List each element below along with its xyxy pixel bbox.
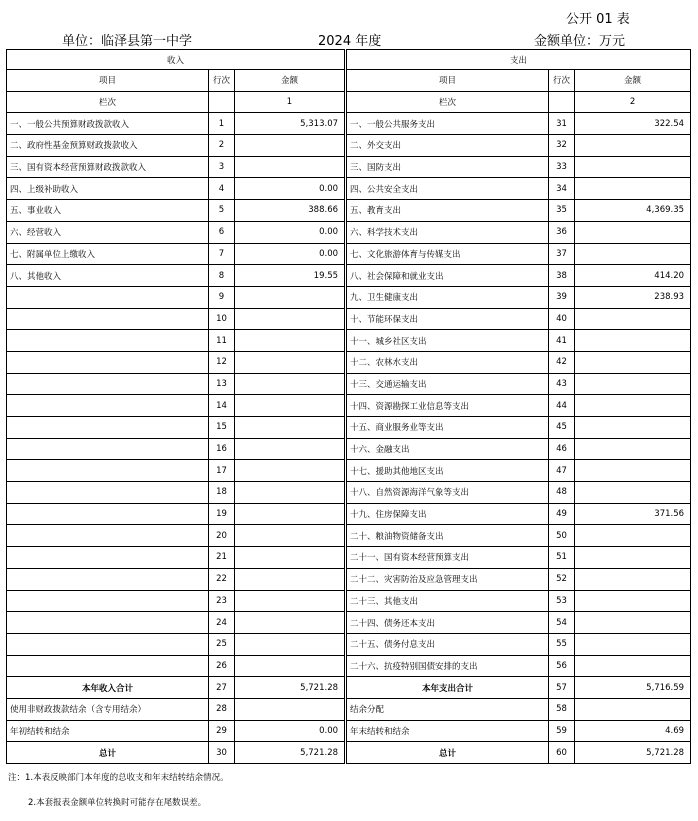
income-amount-cell [235,395,345,417]
income-item-cell: 本年收入合计 [7,677,209,699]
table-row [7,482,691,504]
expense-amount-cell: 4.69 [575,720,691,742]
table-row [7,742,691,764]
expense-row-number: 42 [549,351,575,373]
income-amount-cell: 0.00 [235,221,345,243]
expense-row-number: 37 [549,243,575,265]
income-item-cell [7,655,209,677]
expense-row-number: 48 [549,482,575,504]
expense-item-cell: 十二、农林水支出 [347,351,549,373]
expense-amount-cell [575,178,691,200]
income-item-cell [7,351,209,373]
table-row [7,243,691,265]
table-row [7,568,691,590]
income-item-cell [7,482,209,504]
expense-row-number: 43 [549,373,575,395]
expense-row-number: 58 [549,698,575,720]
expense-amount-cell [575,525,691,547]
income-item-cell [7,590,209,612]
income-row-number: 7 [209,243,235,265]
expense-row-number: 51 [549,547,575,569]
income-amount-cell [235,438,345,460]
expense-item-cell: 十六、金融支出 [347,438,549,460]
income-row-number: 28 [209,698,235,720]
expense-item-cell: 总计 [347,742,549,764]
expense-amount-cell [575,373,691,395]
note-2: 2.本套报表金额单位转换时可能存在尾数误差。 [28,798,207,808]
income-row-number: 3 [209,156,235,178]
income-row-number: 13 [209,373,235,395]
expense-amount-cell [575,221,691,243]
income-row-number: 11 [209,330,235,352]
income-row-number: 17 [209,460,235,482]
income-item-cell: 六、经营收入 [7,221,209,243]
expense-amount-cell: 414.20 [575,265,691,287]
income-amount-cell: 5,721.28 [235,677,345,699]
income-index-col: 1 [235,91,345,113]
expense-row-number: 55 [549,633,575,655]
income-item-cell: 总计 [7,742,209,764]
income-row-number: 8 [209,265,235,287]
expense-index-blank [549,91,575,113]
income-row-number: 24 [209,612,235,634]
income-item-cell [7,373,209,395]
table-row [7,308,691,330]
table-row [7,503,691,525]
expense-row-number: 46 [549,438,575,460]
income-row-number: 29 [209,720,235,742]
expense-item-cell: 二十三、其他支出 [347,590,549,612]
income-amount-cell [235,460,345,482]
budget-table [6,49,691,764]
expense-amount-cell: 5,721.28 [575,742,691,764]
table-row [7,698,691,720]
table-row [7,525,691,547]
expense-item-cell: 二十六、抗疫特别国债安排的支出 [347,655,549,677]
income-row-number: 5 [209,200,235,222]
expense-amount-cell [575,655,691,677]
expense-row-number: 38 [549,265,575,287]
expense-amount-cell [575,417,691,439]
expense-amount-cell [575,460,691,482]
table-row [7,395,691,417]
expense-amount-cell: 371.56 [575,503,691,525]
expense-item-cell: 十一、城乡社区支出 [347,330,549,352]
table-row [7,438,691,460]
income-amount-cell [235,547,345,569]
income-amount-cell [235,351,345,373]
income-item-header: 项目 [7,70,209,92]
expense-item-cell: 结余分配 [347,698,549,720]
income-amount-cell [235,655,345,677]
expense-item-cell: 二十、粮油物资储备支出 [347,525,549,547]
expense-item-cell: 十四、资源勘探工业信息等支出 [347,395,549,417]
expense-amount-cell [575,351,691,373]
expense-amount-cell: 5,716.59 [575,677,691,699]
expense-row-number: 50 [549,525,575,547]
expense-row-header: 行次 [549,70,575,92]
expense-row-number: 41 [549,330,575,352]
expense-index-col: 2 [575,91,691,113]
table-row [7,351,691,373]
unit-name: 单位：临泽县第一中学 [62,34,193,49]
table-row [7,135,691,157]
income-item-cell: 年初结转和结余 [7,720,209,742]
expense-row-number: 49 [549,503,575,525]
expense-row-number: 40 [549,308,575,330]
expense-item-cell: 三、国防支出 [347,156,549,178]
table-row [7,286,691,308]
table-row [7,113,691,135]
income-item-cell [7,330,209,352]
expense-row-number: 36 [549,221,575,243]
income-item-cell [7,633,209,655]
section-header-row [7,50,691,70]
income-row-number: 4 [209,178,235,200]
expense-amount-cell [575,698,691,720]
expense-item-cell: 五、教育支出 [347,200,549,222]
expense-amount-cell [575,330,691,352]
income-row-number: 25 [209,633,235,655]
income-item-cell [7,525,209,547]
expense-item-cell: 二十四、债务还本支出 [347,612,549,634]
income-amount-cell [235,482,345,504]
expense-item-cell: 七、文化旅游体育与传媒支出 [347,243,549,265]
income-index-label: 栏次 [7,91,209,113]
income-section-header: 收入 [7,50,345,70]
income-item-cell [7,460,209,482]
income-item-cell: 使用非财政拨款结余（含专用结余） [7,698,209,720]
income-amount-cell [235,373,345,395]
income-row-number: 22 [209,568,235,590]
fiscal-year: 2024 年度 [318,34,382,49]
income-item-cell: 七、附属单位上缴收入 [7,243,209,265]
income-row-number: 1 [209,113,235,135]
income-amount-cell: 0.00 [235,243,345,265]
income-amount-cell [235,135,345,157]
expense-item-cell: 九、卫生健康支出 [347,286,549,308]
expense-amount-cell [575,547,691,569]
income-row-number: 14 [209,395,235,417]
income-amount-cell [235,590,345,612]
table-row [7,330,691,352]
expense-item-cell: 六、科学技术支出 [347,221,549,243]
expense-item-cell: 四、公共安全支出 [347,178,549,200]
expense-row-number: 35 [549,200,575,222]
column-header-row [7,70,691,92]
form-code: 公开 01 表 [566,12,630,27]
expense-row-number: 34 [549,178,575,200]
income-row-number: 6 [209,221,235,243]
income-row-number: 9 [209,286,235,308]
income-item-cell [7,308,209,330]
expense-amount-cell [575,482,691,504]
expense-item-cell: 一、一般公共服务支出 [347,113,549,135]
income-item-cell [7,503,209,525]
expense-index-label: 栏次 [347,91,549,113]
income-row-number: 26 [209,655,235,677]
income-amount-cell [235,568,345,590]
expense-amount-cell: 4,369.35 [575,200,691,222]
expense-amount-cell [575,590,691,612]
income-amount-cell [235,308,345,330]
table-row [7,178,691,200]
expense-row-number: 33 [549,156,575,178]
income-amount-cell [235,286,345,308]
expense-row-number: 52 [549,568,575,590]
income-amount-cell: 19.55 [235,265,345,287]
income-item-cell: 四、上级补助收入 [7,178,209,200]
expense-row-number: 54 [549,612,575,634]
income-amount-cell: 5,313.07 [235,113,345,135]
expense-amount-cell [575,135,691,157]
column-index-row [7,91,691,113]
expense-amount-cell [575,243,691,265]
income-amount-cell: 0.00 [235,720,345,742]
table-row [7,633,691,655]
expense-row-number: 56 [549,655,575,677]
expense-item-cell: 十七、援助其他地区支出 [347,460,549,482]
income-row-number: 12 [209,351,235,373]
expense-amount-cell [575,633,691,655]
income-row-number: 27 [209,677,235,699]
table-row [7,720,691,742]
expense-item-header: 项目 [347,70,549,92]
expense-item-cell: 十三、交通运输支出 [347,373,549,395]
expense-row-number: 57 [549,677,575,699]
expense-item-cell: 十八、自然资源海洋气象等支出 [347,482,549,504]
note-1: 注：1.本表反映部门本年度的总收支和年末结转结余情况。 [8,773,229,783]
expense-amount-cell [575,438,691,460]
expense-amount-cell [575,568,691,590]
table-row [7,200,691,222]
income-item-cell: 二、政府性基金预算财政拨款收入 [7,135,209,157]
expense-item-cell: 八、社会保障和就业支出 [347,265,549,287]
income-row-number: 15 [209,417,235,439]
income-amount-header: 金额 [235,70,345,92]
table-row [7,156,691,178]
table-row [7,655,691,677]
income-item-cell: 一、一般公共预算财政拨款收入 [7,113,209,135]
expense-amount-cell [575,612,691,634]
table-row [7,373,691,395]
income-item-cell: 三、国有资本经营预算财政拨款收入 [7,156,209,178]
expense-amount-cell [575,395,691,417]
income-amount-cell: 388.66 [235,200,345,222]
income-amount-cell: 0.00 [235,178,345,200]
expense-item-cell: 十九、住房保障支出 [347,503,549,525]
income-row-number: 18 [209,482,235,504]
income-row-number: 16 [209,438,235,460]
table-row [7,460,691,482]
expense-row-number: 60 [549,742,575,764]
income-amount-cell [235,633,345,655]
expense-row-number: 44 [549,395,575,417]
expense-amount-cell [575,156,691,178]
income-item-cell: 八、其他收入 [7,265,209,287]
income-amount-cell [235,525,345,547]
expense-item-cell: 十五、商业服务业等支出 [347,417,549,439]
income-row-number: 23 [209,590,235,612]
income-item-cell [7,395,209,417]
expense-amount-cell: 322.54 [575,113,691,135]
expense-row-number: 39 [549,286,575,308]
income-item-cell: 五、事业收入 [7,200,209,222]
expense-item-cell: 二十五、债务付息支出 [347,633,549,655]
expense-item-cell: 十、节能环保支出 [347,308,549,330]
expense-item-cell: 二十二、灾害防治及应急管理支出 [347,568,549,590]
expense-row-number: 59 [549,720,575,742]
expense-row-number: 53 [549,590,575,612]
income-amount-cell [235,698,345,720]
income-item-cell [7,568,209,590]
expense-item-cell: 二十一、国有资本经营预算支出 [347,547,549,569]
income-row-number: 30 [209,742,235,764]
expense-row-number: 31 [549,113,575,135]
income-row-number: 10 [209,308,235,330]
income-item-cell [7,547,209,569]
income-amount-cell [235,503,345,525]
expense-section-header: 支出 [347,50,691,70]
income-row-number: 19 [209,503,235,525]
income-item-cell [7,612,209,634]
income-item-cell [7,417,209,439]
table-row [7,612,691,634]
income-row-number: 20 [209,525,235,547]
income-amount-cell [235,612,345,634]
table-row [7,547,691,569]
expense-row-number: 32 [549,135,575,157]
income-index-blank [209,91,235,113]
table-row [7,417,691,439]
income-amount-cell: 5,721.28 [235,742,345,764]
expense-item-cell: 二、外交支出 [347,135,549,157]
income-amount-cell [235,330,345,352]
expense-amount-cell: 238.93 [575,286,691,308]
table-row [7,677,691,699]
table-row [7,265,691,287]
expense-amount-cell [575,308,691,330]
expense-item-cell: 本年支出合计 [347,677,549,699]
income-row-number: 2 [209,135,235,157]
income-row-header: 行次 [209,70,235,92]
income-amount-cell [235,417,345,439]
amount-unit: 金额单位：万元 [534,34,626,49]
table-row [7,221,691,243]
expense-item-cell: 年末结转和结余 [347,720,549,742]
income-item-cell [7,438,209,460]
income-row-number: 21 [209,547,235,569]
expense-row-number: 45 [549,417,575,439]
income-item-cell [7,286,209,308]
notes [8,771,229,810]
table-row [7,590,691,612]
income-amount-cell [235,156,345,178]
expense-row-number: 47 [549,460,575,482]
expense-amount-header: 金额 [575,70,691,92]
